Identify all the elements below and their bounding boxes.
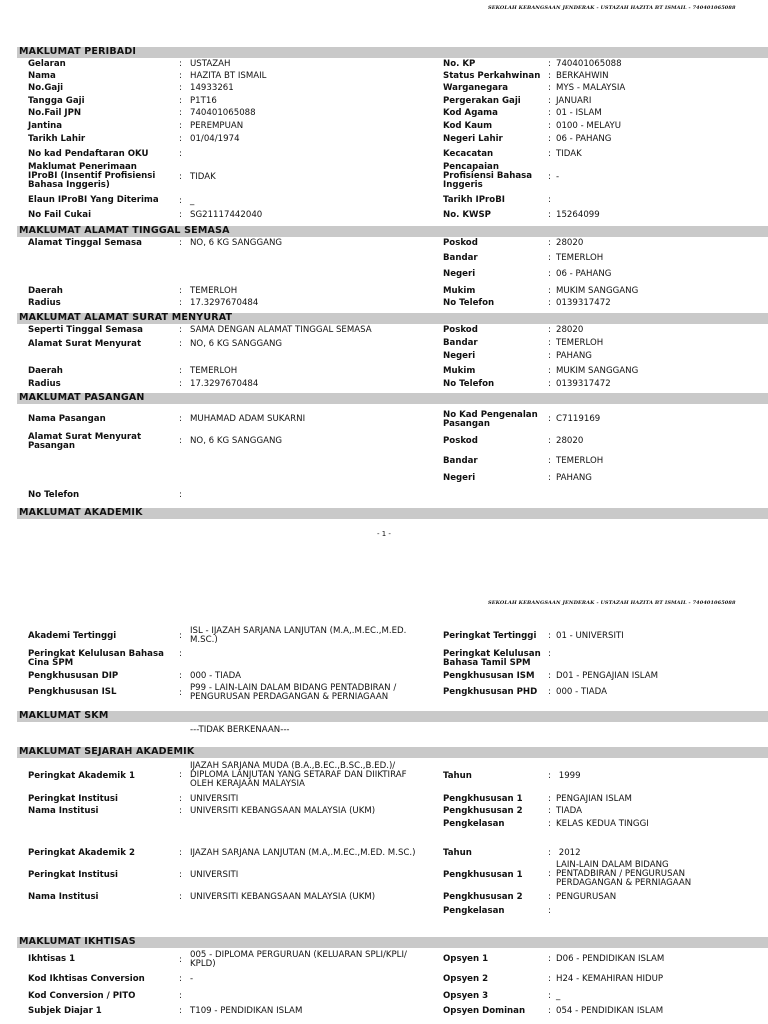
field-value-status-perkahwinan: BERKAHWIN	[556, 71, 609, 81]
field-colon: :	[179, 339, 182, 349]
field-label-pencapaian: Pencapaian Profisiensi Bahasa Inggeris	[443, 162, 533, 190]
field-label-radius: Radius	[28, 298, 61, 308]
field-colon: :	[548, 473, 551, 483]
field-label-nama-institusi: Nama Institusi	[28, 806, 99, 816]
field-value-peringkat-akademik-2: IJAZAH SARJANA LANJUTAN (M.A,.M.EC.,M.ED. M.SC.)	[190, 848, 416, 858]
field-value-akademi-tertinggi: ISL - IJAZAH SARJANA LANJUTAN (M.A,.M.EC.,M.ED. M.SC.)	[190, 626, 407, 645]
field-colon: :	[548, 954, 551, 964]
field-label-nama-pasangan: Nama Pasangan	[28, 414, 106, 424]
field-value-no-fail-cukai: SG21117442040	[190, 210, 263, 220]
field-label-kod-agama: Kod Agama	[443, 108, 498, 118]
field-colon: :	[179, 436, 182, 446]
field-colon: :	[548, 338, 551, 348]
field-label-pengkelasan: Pengkelasan	[443, 819, 505, 829]
field-colon: :	[548, 892, 551, 902]
field-value-tangga-gaji: P1T16	[190, 96, 217, 106]
field-value-bandar: TEMERLOH	[556, 253, 604, 263]
field-label-pengkhususan-1: Pengkhususan 1	[443, 794, 523, 804]
field-colon: :	[548, 298, 551, 308]
field-colon: :	[548, 1006, 551, 1016]
section-title: MAKLUMAT IKHTISAS	[19, 936, 136, 947]
section-title: MAKLUMAT ALAMAT TINGGAL SEMASA	[19, 225, 230, 236]
field-label-tahun: Tahun	[443, 848, 472, 858]
field-colon: :	[179, 196, 182, 206]
field-value-kecacatan: TIDAK	[556, 149, 582, 159]
field-label-elaun-iprobi-yang-diterima: Elaun IProBI Yang Diterima	[28, 195, 159, 205]
field-value-daerah: TEMERLOH	[190, 366, 238, 376]
skm-text: ---TIDAK BERKENAAN---	[190, 725, 290, 735]
field-colon: :	[548, 414, 551, 424]
field-value-negeri: 06 - PAHANG	[556, 269, 612, 279]
field-colon: :	[179, 325, 182, 335]
field-colon: :	[179, 954, 182, 965]
field-label-jantina: Jantina	[28, 121, 63, 131]
field-label-pengkhususan-dip: Pengkhususan DIP	[28, 671, 119, 681]
field-colon: :	[179, 794, 182, 804]
field-label-negeri: Negeri	[443, 351, 476, 361]
field-label-akademi-tertinggi: Akademi Tertinggi	[28, 631, 117, 641]
field-label-maklumat-penerimaan: Maklumat Penerimaan IProBI (Insentif Profisiensi Bahasa Inggeris)	[28, 162, 156, 190]
field-value-no-gaji: 14933261	[190, 83, 234, 93]
field-colon: :	[548, 906, 551, 916]
field-colon: :	[179, 490, 182, 500]
field-label-peringkat-institusi: Peringkat Institusi	[28, 870, 118, 880]
field-value-peringkat-akademik-1: IJAZAH SARJANA MUDA (B.A.,B.EC.,B.SC.,B.ED.)/ DIPLOMA LANJUTAN YANG SETARAF DAN DIIKTIRAF OLEH KERAJAAN MALAYSIA	[190, 761, 407, 789]
field-label-alamat-surat-menyurat: Alamat Surat Menyurat Pasangan	[28, 432, 142, 451]
field-value-subjek-diajar-1: T109 - PENDIDIKAN ISLAM	[190, 1006, 303, 1016]
field-label-pergerakan-gaji: Pergerakan Gaji	[443, 96, 521, 106]
page-header: SEKOLAH KEBANGSAAN JENDERAK - USTAZAH HAZITA BT ISMAIL - 740401065088	[488, 5, 736, 11]
field-colon: :	[548, 121, 551, 131]
field-label-peringkat-kelulusan-bahasa: Peringkat Kelulusan Bahasa Cina SPM	[28, 649, 164, 668]
field-colon: :	[179, 96, 182, 106]
field-label-mukim: Mukim	[443, 286, 476, 296]
field-colon: :	[179, 71, 182, 81]
field-value-warganegara: MYS - MALAYSIA	[556, 83, 626, 93]
field-value-pengkhususan-1: LAIN-LAIN DALAM BIDANG PENTADBIRAN / PENGURUSAN PERDAGANGAN & PERNIAGAAN	[556, 860, 692, 888]
field-value-pengkelasan: KELAS KEDUA TINGGI	[556, 819, 649, 829]
field-colon: :	[179, 991, 182, 1001]
section-title: MAKLUMAT ALAMAT SURAT MENYURAT	[19, 312, 233, 323]
field-value-no-telefon: 0139317472	[556, 379, 611, 389]
field-value-pengkhususan-phd: 000 - TIADA	[556, 687, 607, 697]
section-bar-alamat-surat	[17, 313, 768, 324]
field-label-bandar: Bandar	[443, 253, 478, 263]
field-label-kecacatan: Kecacatan	[443, 149, 494, 159]
section-bar-akademik	[17, 508, 768, 519]
field-colon: :	[179, 108, 182, 118]
field-value-alamat-surat-menyurat: NO, 6 KG SANGGANG	[190, 339, 283, 349]
field-value-gelaran: USTAZAH	[190, 59, 231, 69]
field-value-pencapaian: -	[556, 172, 560, 182]
field-value-no-telefon: 0139317472	[556, 298, 611, 308]
field-colon: :	[179, 892, 182, 902]
field-label-no-gaji: No.Gaji	[28, 83, 64, 93]
field-label-opsyen-3: Opsyen 3	[443, 991, 489, 1001]
field-value-negeri-lahir: 06 - PAHANG	[556, 134, 612, 144]
field-colon: :	[548, 819, 551, 829]
section-bar-ikhtisas	[17, 937, 768, 948]
field-colon: :	[548, 631, 551, 641]
field-value-radius: 17.3297670484	[190, 298, 259, 308]
field-label-pengkhususan-2: Pengkhususan 2	[443, 806, 523, 816]
section-bar-skm	[17, 711, 768, 722]
field-label-alamat-surat-menyurat: Alamat Surat Menyurat	[28, 339, 142, 349]
field-label-bandar: Bandar	[443, 338, 478, 348]
field-label-poskod: Poskod	[443, 325, 478, 335]
field-label-tarikh-iprobi: Tarikh IProBI	[443, 195, 505, 205]
field-colon: :	[179, 379, 182, 389]
field-value-no-fail-jpn: 740401065088	[190, 108, 256, 118]
field-colon: :	[179, 286, 182, 296]
field-value-pergerakan-gaji: JANUARI	[556, 96, 592, 106]
field-label-peringkat-tertinggi: Peringkat Tertinggi	[443, 631, 537, 641]
field-label-status-perkahwinan: Status Perkahwinan	[443, 71, 541, 81]
field-colon: :	[548, 771, 551, 781]
field-label-seperti-tinggal-semasa: Seperti Tinggal Semasa	[28, 325, 143, 335]
field-label-kod-conversion-pito: Kod Conversion / PITO	[28, 991, 136, 1001]
field-label-tarikh-lahir: Tarikh Lahir	[28, 134, 86, 144]
field-colon: :	[548, 974, 551, 984]
section-title: MAKLUMAT AKADEMIK	[19, 507, 143, 518]
field-colon: :	[548, 806, 551, 816]
field-label-poskod: Poskod	[443, 436, 478, 446]
field-label-bandar: Bandar	[443, 456, 478, 466]
field-label-peringkat-akademik-1: Peringkat Akademik 1	[28, 771, 135, 781]
field-label-pengkhususan-1: Pengkhususan 1	[443, 870, 523, 880]
field-label-peringkat-institusi: Peringkat Institusi	[28, 794, 118, 804]
field-colon: :	[548, 325, 551, 335]
section-title: MAKLUMAT SEJARAH AKADEMIK	[19, 746, 195, 757]
field-label-no-kwsp: No. KWSP	[443, 210, 491, 220]
field-value-opsyen-2: H24 - KEMAHIRAN HIDUP	[556, 974, 664, 984]
field-label-mukim: Mukim	[443, 366, 476, 376]
field-value-bandar: TEMERLOH	[556, 456, 604, 466]
field-colon: :	[179, 149, 182, 159]
field-label-no-kad-pendaftaran-oku: No kad Pendaftaran OKU	[28, 149, 149, 159]
field-label-pengkhususan-2: Pengkhususan 2	[443, 892, 523, 902]
field-value-alamat-surat-menyurat: NO, 6 KG SANGGANG	[190, 436, 283, 446]
field-colon: :	[548, 687, 551, 697]
field-colon: :	[179, 806, 182, 816]
field-label-negeri-lahir: Negeri Lahir	[443, 134, 503, 144]
field-colon: :	[179, 414, 182, 424]
field-colon: :	[179, 770, 182, 780]
field-colon: :	[179, 59, 182, 69]
field-colon: :	[548, 71, 551, 81]
field-colon: :	[548, 649, 551, 659]
field-label-no-fail-cukai: No Fail Cukai	[28, 210, 92, 220]
field-value-negeri: PAHANG	[556, 351, 592, 361]
field-colon: :	[548, 456, 551, 466]
field-colon: :	[548, 238, 551, 248]
field-label-pengkelasan: Pengkelasan	[443, 906, 505, 916]
field-value-opsyen-3: _	[556, 991, 561, 1001]
field-value-negeri: PAHANG	[556, 473, 592, 483]
field-label-ikhtisas-1: Ikhtisas 1	[28, 954, 76, 964]
field-label-opsyen-2: Opsyen 2	[443, 974, 489, 984]
field-colon: :	[548, 149, 551, 159]
field-label-tangga-gaji: Tangga Gaji	[28, 96, 85, 106]
field-value-opsyen-dominan: 054 - PENDIDIKAN ISLAM	[556, 1006, 664, 1016]
section-bar-alamat-tinggal	[17, 226, 768, 237]
field-value-kod-kaum: 0100 - MELAYU	[556, 121, 622, 131]
field-colon: :	[179, 83, 182, 93]
section-title: MAKLUMAT PERIBADI	[19, 46, 137, 57]
field-label-no-kad-pengenalan: No Kad Pengenalan Pasangan	[443, 410, 538, 429]
field-colon: :	[179, 974, 182, 984]
field-label-opsyen-1: Opsyen 1	[443, 954, 489, 964]
field-colon: :	[548, 195, 551, 205]
field-label-alamat-tinggal-semasa: Alamat Tinggal Semasa	[28, 238, 142, 248]
field-label-no-telefon: No Telefon	[443, 298, 495, 308]
field-label-gelaran: Gelaran	[28, 59, 66, 69]
field-colon: :	[548, 172, 551, 182]
page-number: - 1 -	[377, 530, 391, 538]
field-value-peringkat-institusi: UNIVERSITI	[190, 794, 239, 804]
field-value-pengkhususan-isl: P99 - LAIN-LAIN DALAM BIDANG PENTADBIRAN / PENGURUSAN PERDAGANGAN & PERNIAGAAN	[190, 683, 397, 702]
field-colon: :	[179, 366, 182, 376]
field-colon: :	[548, 366, 551, 376]
field-value-jantina: PEREMPUAN	[190, 121, 244, 131]
field-value-pengkhususan-2: TIADA	[556, 806, 583, 816]
field-value-maklumat-penerimaan: TIDAK	[190, 172, 216, 182]
field-value-tarikh-lahir: 01/04/1974	[190, 134, 240, 144]
field-value-no-kp: 740401065088	[556, 59, 622, 69]
field-value-nama-institusi: UNIVERSITI KEBANGSAAN MALAYSIA (UKM)	[190, 806, 376, 816]
section-title: MAKLUMAT SKM	[19, 710, 109, 721]
field-colon: :	[179, 687, 182, 698]
field-label-negeri: Negeri	[443, 473, 476, 483]
field-value-poskod: 28020	[556, 436, 584, 446]
field-label-warganegara: Warganegara	[443, 83, 509, 93]
field-value-daerah: TEMERLOH	[190, 286, 238, 296]
field-value-peringkat-institusi: UNIVERSITI	[190, 870, 239, 880]
field-label-no-telefon: No Telefon	[443, 379, 495, 389]
field-value-poskod: 28020	[556, 325, 584, 335]
field-value-no-kad-pengenalan: C7119169	[556, 414, 601, 424]
field-label-pengkhususan-isl: Pengkhususan ISL	[28, 687, 117, 697]
field-label-pengkhususan-phd: Pengkhususan PHD	[443, 687, 538, 697]
field-colon: :	[179, 649, 182, 659]
field-value-poskod: 28020	[556, 238, 584, 248]
field-label-daerah: Daerah	[28, 286, 63, 296]
page-header: SEKOLAH KEBANGSAAN JENDERAK - USTAZAH HAZITA BT ISMAIL - 740401065088	[488, 600, 736, 606]
field-label-no-kp: No. KP	[443, 59, 476, 69]
field-colon: :	[548, 351, 551, 361]
field-value-kod-agama: 01 - ISLAM	[556, 108, 602, 118]
field-colon: :	[179, 630, 182, 641]
field-label-nama: Nama	[28, 71, 56, 81]
field-label-poskod: Poskod	[443, 238, 478, 248]
field-colon: :	[548, 269, 551, 279]
field-colon: :	[548, 848, 551, 858]
field-colon: :	[548, 671, 551, 681]
field-value-pengkhususan-dip: 000 - TIADA	[190, 671, 241, 681]
field-value-opsyen-1: D06 - PENDIDIKAN ISLAM	[556, 954, 665, 964]
section-title: MAKLUMAT PASANGAN	[19, 392, 145, 403]
field-value-tahun: 2012	[556, 848, 581, 858]
field-label-subjek-diajar-1: Subjek Diajar 1	[28, 1006, 102, 1016]
field-colon: :	[179, 134, 182, 144]
field-value-nama: HAZITA BT ISMAIL	[190, 71, 267, 81]
field-value-mukim: MUKIM SANGGANG	[556, 286, 639, 296]
field-label-no-fail-jpn: No.Fail JPN	[28, 108, 82, 118]
field-colon: :	[179, 671, 182, 681]
field-label-kod-kaum: Kod Kaum	[443, 121, 493, 131]
field-label-nama-institusi: Nama Institusi	[28, 892, 99, 902]
field-value-pengkhususan-2: PENGURUSAN	[556, 892, 617, 902]
field-colon: :	[548, 991, 551, 1001]
field-label-kod-ikhtisas-conversion: Kod Ikhtisas Conversion	[28, 974, 145, 984]
section-bar-peribadi	[17, 47, 768, 58]
field-colon: :	[179, 172, 182, 182]
field-value-pengkhususan-1: PENGAJIAN ISLAM	[556, 794, 632, 804]
field-colon: :	[179, 298, 182, 308]
field-colon: :	[548, 96, 551, 106]
field-colon: :	[179, 238, 182, 248]
field-value-mukim: MUKIM SANGGANG	[556, 366, 639, 376]
field-value-bandar: TEMERLOH	[556, 338, 604, 348]
field-value-nama-pasangan: MUHAMAD ADAM SUKARNI	[190, 414, 306, 424]
field-colon: :	[548, 869, 551, 879]
field-colon: :	[548, 210, 551, 220]
field-colon: :	[548, 108, 551, 118]
field-label-opsyen-dominan: Opsyen Dominan	[443, 1006, 526, 1016]
section-bar-sejarah	[17, 747, 768, 758]
field-label-negeri: Negeri	[443, 269, 476, 279]
field-label-daerah: Daerah	[28, 366, 63, 376]
field-colon: :	[179, 870, 182, 880]
field-label-peringkat-akademik-2: Peringkat Akademik 2	[28, 848, 135, 858]
field-colon: :	[548, 436, 551, 446]
field-value-elaun-iprobi-yang-diterima: _	[190, 196, 195, 206]
field-colon: :	[548, 253, 551, 263]
field-value-seperti-tinggal-semasa: SAMA DENGAN ALAMAT TINGGAL SEMASA	[190, 325, 372, 335]
field-colon: :	[548, 59, 551, 69]
section-bar-pasangan	[17, 393, 768, 404]
field-value-tahun: 1999	[556, 771, 581, 781]
field-colon: :	[179, 848, 182, 858]
field-value-radius: 17.3297670484	[190, 379, 259, 389]
field-colon: :	[548, 286, 551, 296]
field-colon: :	[179, 1006, 182, 1016]
field-value-nama-institusi: UNIVERSITI KEBANGSAAN MALAYSIA (UKM)	[190, 892, 376, 902]
field-value-ikhtisas-1: 005 - DIPLOMA PERGURUAN (KELUARAN SPLI/KPLI/ KPLD)	[190, 950, 407, 969]
field-colon: :	[548, 83, 551, 93]
field-colon: :	[548, 379, 551, 389]
field-colon: :	[179, 210, 182, 220]
field-value-kod-ikhtisas-conversion: -	[190, 974, 194, 984]
field-value-alamat-tinggal-semasa: NO, 6 KG SANGGANG	[190, 238, 283, 248]
field-colon: :	[548, 134, 551, 144]
field-colon: :	[548, 794, 551, 804]
field-value-peringkat-tertinggi: 01 - UNIVERSITI	[556, 631, 624, 641]
field-value-pengkhususan-ism: D01 - PENGAJIAN ISLAM	[556, 671, 659, 681]
field-colon: :	[179, 121, 182, 131]
field-value-no-kwsp: 15264099	[556, 210, 600, 220]
field-label-no-telefon: No Telefon	[28, 490, 80, 500]
field-label-tahun: Tahun	[443, 771, 472, 781]
field-label-pengkhususan-ism: Pengkhususan ISM	[443, 671, 535, 681]
field-label-peringkat-kelulusan: Peringkat Kelulusan Bahasa Tamil SPM	[443, 649, 541, 668]
field-label-radius: Radius	[28, 379, 61, 389]
